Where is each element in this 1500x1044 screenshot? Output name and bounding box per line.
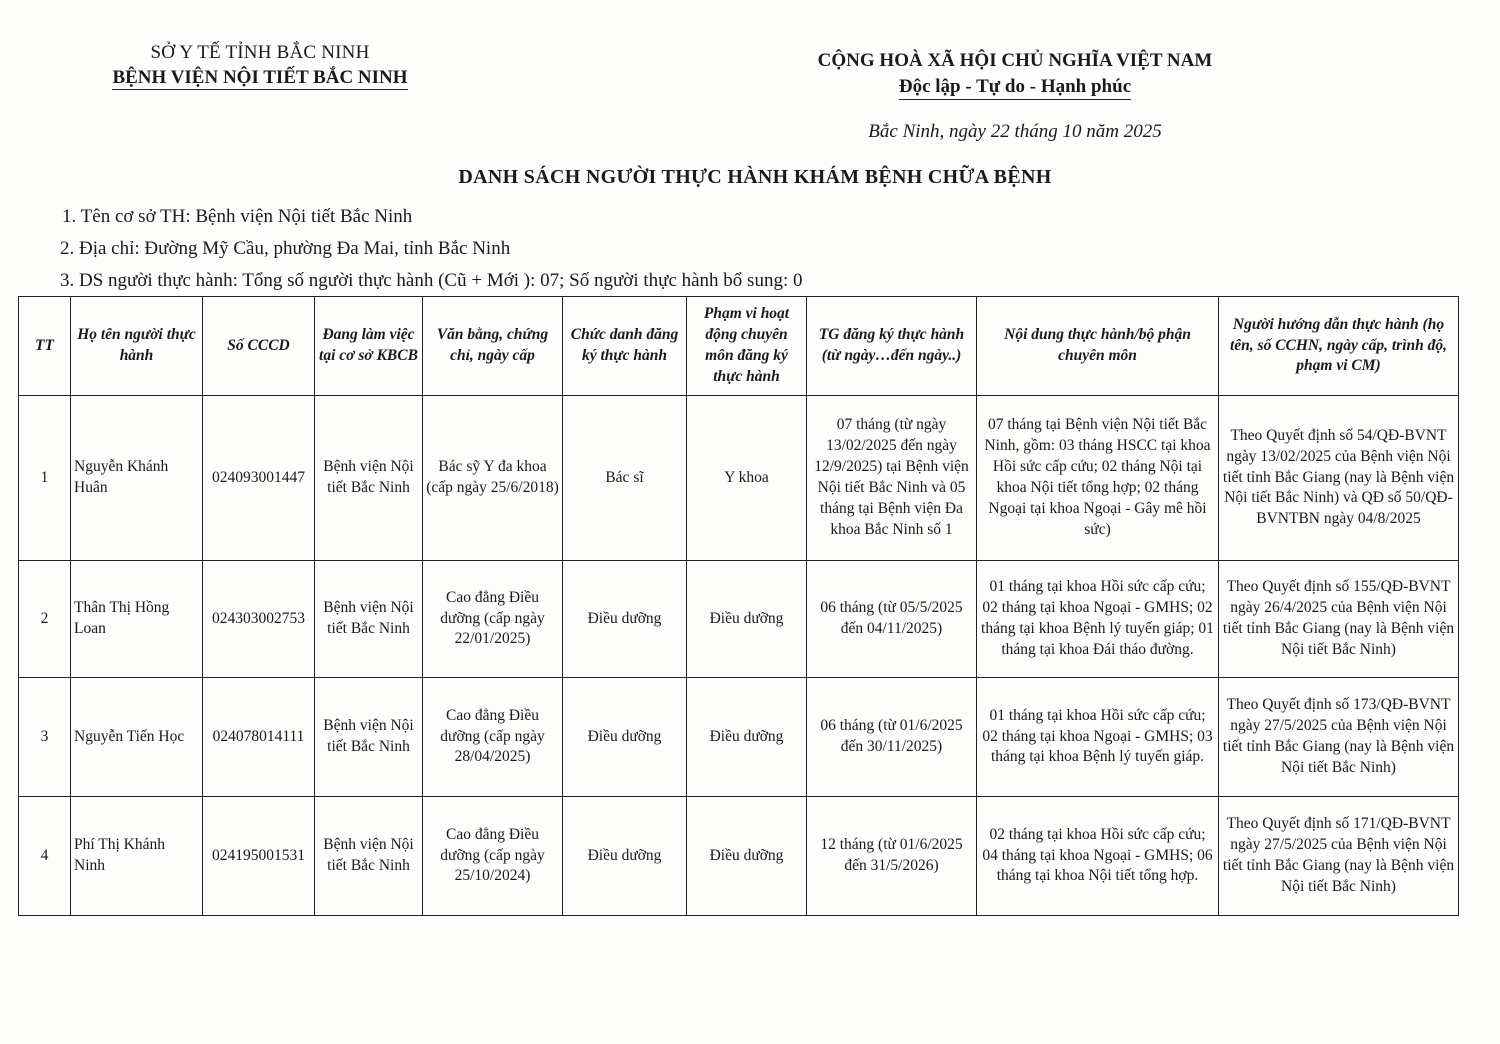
header-workplace: Đang làm việc tại cơ sở KBCB: [315, 297, 423, 396]
cell-workplace: Bệnh viện Nội tiết Bắc Ninh: [315, 797, 423, 916]
country-name: CỘNG HOÀ XÃ HỘI CHỦ NGHĨA VIỆT NAM: [817, 50, 1213, 71]
header-title: Chức danh đăng ký thực hành: [563, 297, 687, 396]
cell-name: Nguyễn Khánh Huân: [71, 396, 203, 561]
cell-degree: Cao đẳng Điều dưỡng (cấp ngày 25/10/2024): [423, 797, 563, 916]
cell-title: Điều dưỡng: [563, 561, 687, 678]
cell-content: 01 tháng tại khoa Hồi sức cấp cứu; 02 tháng tại khoa Ngoại - GMHS; 03 tháng tại khoa Bệnh lý tuyến giáp.: [977, 678, 1219, 797]
cell-tt: 3: [19, 678, 71, 797]
practitioner-count-line: 3. DS người thực hành: Tổng số người thực hành (Cũ + Mới ): 07; Số người thực hành bổ sung: 0: [60, 270, 803, 291]
cell-cccd: 024093001447: [203, 396, 315, 561]
cell-scope: Y khoa: [687, 396, 807, 561]
cell-instructor: Theo Quyết định số 173/QĐ-BVNT ngày 27/5/2025 của Bệnh viện Nội tiết tỉnh Bắc Giang (nay là Bệnh viện Nội tiết Bắc Ninh): [1219, 678, 1459, 797]
hospital-name: [90, 67, 430, 89]
cell-title: Bác sĩ: [563, 396, 687, 561]
table-row: [19, 678, 1459, 797]
header-name: Họ tên người thực hành: [71, 297, 203, 396]
table-row: [19, 561, 1459, 678]
cell-degree: Bác sỹ Y đa khoa (cấp ngày 25/6/2018): [423, 396, 563, 561]
cell-title: Điều dưỡng: [563, 678, 687, 797]
cell-tt: 1: [19, 396, 71, 561]
practitioner-table: [18, 296, 1459, 916]
cell-cccd: 024195001531: [203, 797, 315, 916]
table-row: [19, 797, 1459, 916]
cell-tt: 4: [19, 797, 71, 916]
address-line: 2. Địa chỉ: Đường Mỹ Cầu, phường Đa Mai, tỉnh Bắc Ninh: [60, 238, 511, 259]
cell-title: Điều dưỡng: [563, 797, 687, 916]
header-degree: Văn bằng, chứng chỉ, ngày cấp: [423, 297, 563, 396]
facility-name-line: 1. Tên cơ sở TH: Bệnh viện Nội tiết Bắc Ninh: [62, 206, 413, 227]
cell-instructor: Theo Quyết định số 155/QĐ-BVNT ngày 26/4/2025 của Bệnh viện Nội tiết tỉnh Bắc Giang (nay là Bệnh viện Nội tiết Bắc Ninh): [1219, 561, 1459, 678]
header-scope: Phạm vi hoạt động chuyên môn đăng ký thực hành: [687, 297, 807, 396]
cell-scope: Điều dưỡng: [687, 797, 807, 916]
cell-workplace: Bệnh viện Nội tiết Bắc Ninh: [315, 678, 423, 797]
issuing-authority: [90, 42, 430, 89]
header-cccd: Số CCCD: [203, 297, 315, 396]
cell-degree: Cao đẳng Điều dưỡng (cấp ngày 22/01/2025): [423, 561, 563, 678]
hospital-name-text: BỆNH VIỆN NỘI TIẾT BẮC NINH: [112, 67, 408, 88]
cell-period: 06 tháng (từ 05/5/2025 đến 04/11/2025): [807, 561, 977, 678]
cell-workplace: Bệnh viện Nội tiết Bắc Ninh: [315, 396, 423, 561]
header-content: Nội dung thực hành/bộ phận chuyên môn: [977, 297, 1219, 396]
document-title: DANH SÁCH NGƯỜI THỰC HÀNH KHÁM BỆNH CHỮA BỆNH: [458, 166, 1052, 188]
cell-tt: 2: [19, 561, 71, 678]
cell-period: 07 tháng (từ ngày 13/02/2025 đến ngày 12/9/2025) tại Bệnh viện Nội tiết Bắc Ninh và 05 tháng tại Bệnh viện Đa khoa Bắc Ninh số 1: [807, 396, 977, 561]
cell-scope: Điều dưỡng: [687, 561, 807, 678]
cell-period: 12 tháng (từ 01/6/2025 đến 31/5/2026): [807, 797, 977, 916]
header-period: TG đăng ký thực hành (từ ngày…đến ngày..): [807, 297, 977, 396]
cell-name: Thân Thị Hồng Loan: [71, 561, 203, 678]
table-row: [19, 396, 1459, 561]
cell-name: Nguyễn Tiến Học: [71, 678, 203, 797]
header-instructor: Người hướng dẫn thực hành (họ tên, số CCHN, ngày cấp, trình độ, phạm vi CM): [1219, 297, 1459, 396]
table-header-row: [19, 297, 1459, 396]
place-and-date: Bắc Ninh, ngày 22 tháng 10 năm 2025: [868, 121, 1162, 142]
cell-cccd: 024303002753: [203, 561, 315, 678]
motto: [770, 76, 1260, 98]
cell-instructor: Theo Quyết định số 54/QĐ-BVNT ngày 13/02/2025 của Bệnh viện Nội tiết tỉnh Bắc Giang (nay là Bệnh viện Nội tiết Bắc Ninh) và QĐ số 50/QĐ-BVNTBN ngày 04/8/2025: [1219, 396, 1459, 561]
cell-period: 06 tháng (từ 01/6/2025 đến 30/11/2025): [807, 678, 977, 797]
national-motto: [770, 50, 1260, 98]
department-name: SỞ Y TẾ TỈNH BẮC NINH: [150, 42, 370, 63]
header-tt: TT: [19, 297, 71, 396]
cell-content: 07 tháng tại Bệnh viện Nội tiết Bắc Ninh, gồm: 03 tháng HSCC tại khoa Hồi sức cấp cứu; 02 tháng Nội tại khoa Nội tiết tổng hợp; 02 tháng Ngoại tại khoa Ngoại - Gây mê hồi sức): [977, 396, 1219, 561]
cell-content: 01 tháng tại khoa Hồi sức cấp cứu; 02 tháng tại khoa Ngoại - GMHS; 02 tháng tại khoa Bệnh lý tuyến giáp; 01 tháng tại khoa Đái tháo đường.: [977, 561, 1219, 678]
cell-name: Phí Thị Khánh Ninh: [71, 797, 203, 916]
cell-scope: Điều dưỡng: [687, 678, 807, 797]
cell-cccd: 024078014111: [203, 678, 315, 797]
cell-content: 02 tháng tại khoa Hồi sức cấp cứu; 04 tháng tại khoa Ngoại - GMHS; 06 tháng tại khoa Nội tiết tổng hợp.: [977, 797, 1219, 916]
cell-instructor: Theo Quyết định số 171/QĐ-BVNT ngày 27/5/2025 của Bệnh viện Nội tiết tỉnh Bắc Giang (nay là Bệnh viện Nội tiết Bắc Ninh): [1219, 797, 1459, 916]
motto-text: Độc lập - Tự do - Hạnh phúc: [899, 76, 1131, 100]
cell-workplace: Bệnh viện Nội tiết Bắc Ninh: [315, 561, 423, 678]
cell-degree: Cao đẳng Điều dưỡng (cấp ngày 28/04/2025): [423, 678, 563, 797]
